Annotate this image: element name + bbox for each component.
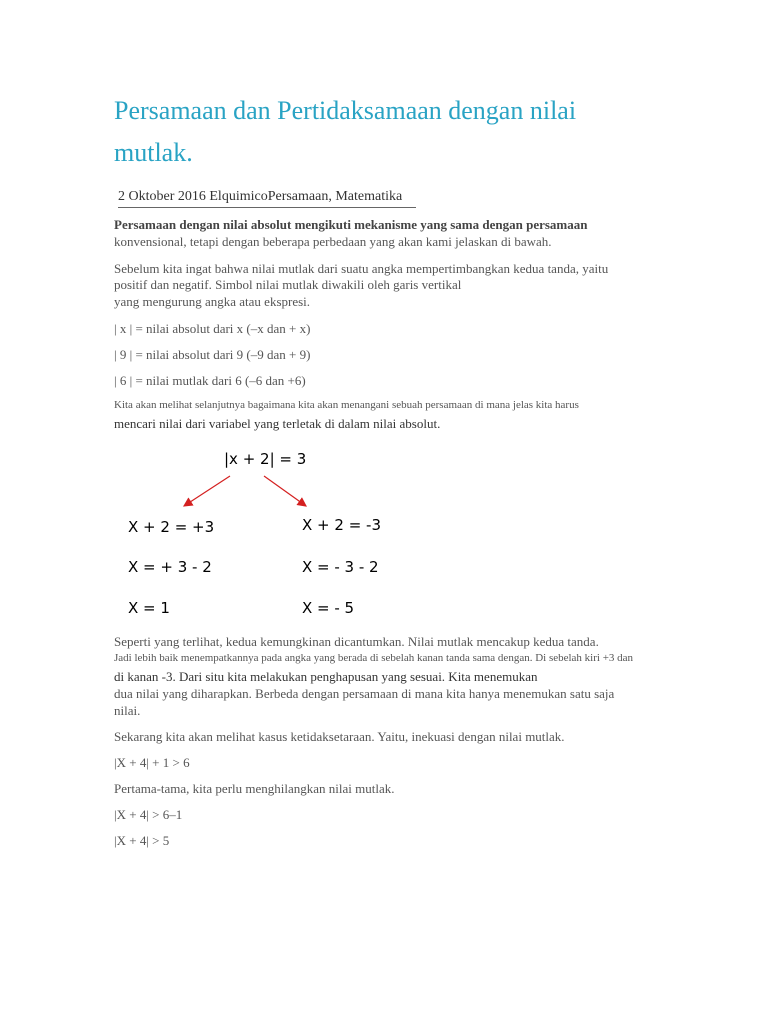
left-step-3: X = 1 xyxy=(128,599,170,617)
definition-6: | 6 | = nilai mutlak dari 6 (–6 dan +6) xyxy=(114,373,306,388)
inequality-1: |X + 4| + 1 > 6 xyxy=(114,755,190,770)
right-step-3: X = - 5 xyxy=(302,599,355,617)
inequality-2: |X + 4| > 6–1 xyxy=(114,807,183,822)
right-step-1: X + 2 = -3 xyxy=(302,516,381,534)
paragraph-6: Pertama-tama, kita perlu menghilangkan nilai mutlak. xyxy=(114,781,395,796)
paragraph-4-line-2: Jadi lebih baik menempatkannya pada angka yang berada di sebelah kanan tanda sama dengan. Di sebelah kiri +3 dan xyxy=(114,652,634,664)
equation-diagram xyxy=(110,440,410,630)
post-meta: 2 Oktober 2016 ElquimicoPersamaan, Matematika xyxy=(118,189,416,208)
paragraph-5: Sekarang kita akan melihat kasus ketidaksetaraan. Yaitu, inekuasi dengan nilai mutlak. xyxy=(114,729,565,744)
intro-bold-text: Persamaan dengan nilai absolut mengikuti mekanisme yang sama dengan persamaan xyxy=(114,217,588,232)
paragraph-2-line-2: positif dan negatif. Simbol nilai mutlak diwakili oleh garis vertikal xyxy=(114,277,462,292)
left-arrow xyxy=(184,476,230,506)
left-step-1: X + 2 = +3 xyxy=(128,518,215,536)
intro-text: konvensional, tetapi dengan beberapa perbedaan yang akan kami jelaskan di bawah. xyxy=(114,234,552,249)
right-step-2: X = - 3 - 2 xyxy=(302,558,379,576)
inequality-3: |X + 4| > 5 xyxy=(114,833,170,848)
definition-x: | x | = nilai absolut dari x (–x dan + x) xyxy=(114,321,311,336)
article-title-line-1: Persamaan dan Pertidaksamaan dengan nilai xyxy=(114,96,577,125)
right-arrow xyxy=(264,476,306,506)
paragraph-4-line-5: nilai. xyxy=(114,703,141,718)
definition-9: | 9 | = nilai absolut dari 9 (–9 dan + 9) xyxy=(114,347,311,362)
paragraph-4-line-1: Seperti yang terlihat, kedua kemungkinan dicantumkan. Nilai mutlak mencakup kedua tanda. xyxy=(114,634,599,649)
root-equation: |x + 2| = 3 xyxy=(224,450,307,468)
paragraph-4-line-4: dua nilai yang diharapkan. Berbeda dengan persamaan di mana kita hanya menemukan satu saja xyxy=(114,686,615,701)
left-step-2: X = + 3 - 2 xyxy=(128,558,212,576)
paragraph-3-line-2: mencari nilai dari variabel yang terletak di dalam nilai absolut. xyxy=(114,416,441,431)
article-title-line-2: mutlak. xyxy=(114,138,193,167)
paragraph-2-line-3: yang mengurung angka atau ekspresi. xyxy=(114,294,311,309)
paragraph-4-line-3: di kanan -3. Dari situ kita melakukan penghapusan yang sesuai. Kita menemukan xyxy=(114,669,538,684)
paragraph-3-line-1: Kita akan melihat selanjutnya bagaimana kita akan menangani sebuah persamaan di mana jelas kita harus xyxy=(114,399,579,411)
paragraph-2-line-1: Sebelum kita ingat bahwa nilai mutlak dari suatu angka mempertimbangkan kedua tanda, yaitu xyxy=(114,261,609,276)
